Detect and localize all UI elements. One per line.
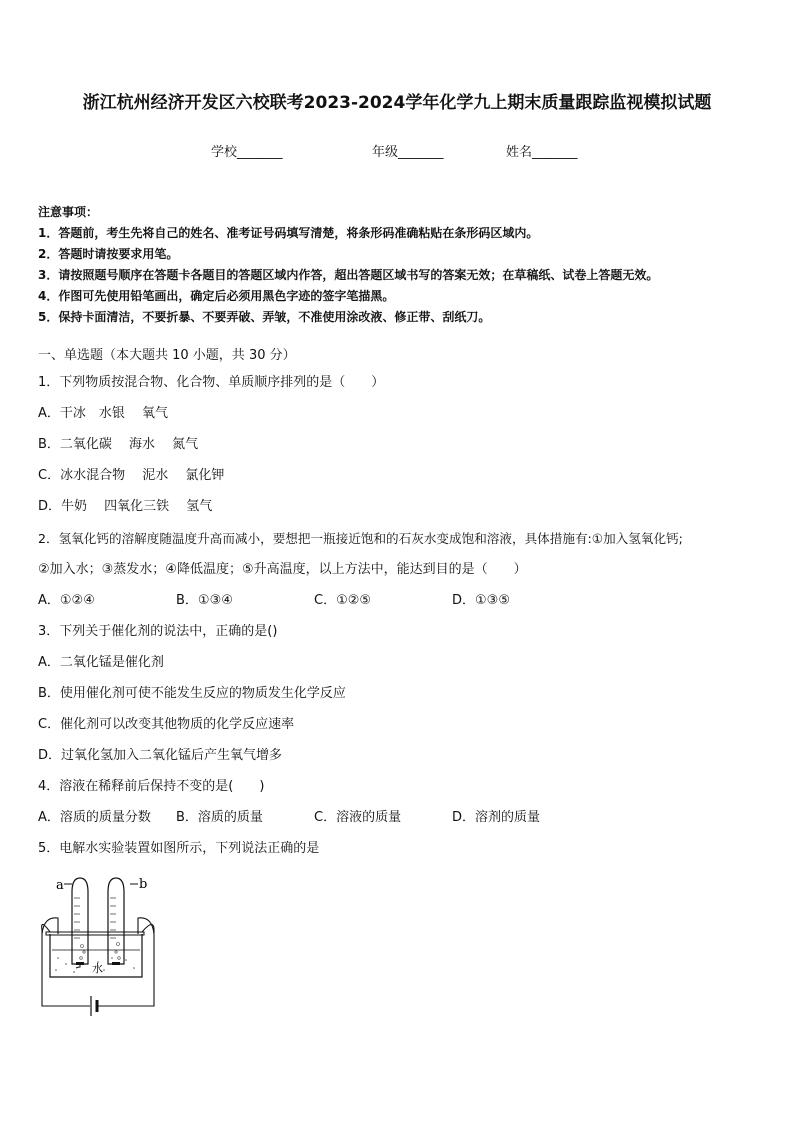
question-4-option-d: D．溶剂的质量 <box>452 810 541 825</box>
note-item: 5．保持卡面清洁，不要折暴、不要弄破、弄皱，不准使用涂改液、修正带、刮纸刀。 <box>38 310 491 324</box>
question-3-option-a: A．二氧化锰是催化剂 <box>38 655 164 670</box>
name-field: 姓名_______ <box>506 145 578 160</box>
question-1-option-b: B．二氧化碳 海水 氮气 <box>38 437 199 452</box>
label-a: a <box>56 878 64 893</box>
question-2-stem-cont: ②加入水；③蒸发水；④降低温度；⑤升高温度，以上方法中，能达到目的是（ ） <box>38 562 527 577</box>
beaker-rim <box>46 932 144 935</box>
electrode-b <box>112 962 120 965</box>
notes-section <box>38 202 768 328</box>
tube-a <box>72 878 88 964</box>
question-4-options <box>38 809 768 827</box>
question-5-stem: 5．电解水实验装置如图所示，下列说法正确的是 <box>38 841 320 856</box>
question-3-option-d: D．过氧化氢加入二氧化锰后产生氧气增多 <box>38 748 283 763</box>
question-2-option-a: A．①②④ <box>38 593 95 608</box>
question-1-stem: 1．下列物质按混合物、化合物、单质顺序排列的是（ ） <box>38 375 385 390</box>
note-item: 2．答题时请按要求用笔。 <box>38 247 179 261</box>
gas-bubbles <box>80 943 121 960</box>
note-item: 4．作图可先使用铅笔画出，确定后必须用黑色字迹的签字笔描黑。 <box>38 289 395 303</box>
notes-heading: 注意事项： <box>38 205 99 219</box>
label-b: b <box>139 877 148 892</box>
question-3-option-c: C．催化剂可以改变其他物质的化学反应速率 <box>38 717 295 732</box>
water-label: 水 <box>92 962 103 975</box>
question-2-options <box>38 592 768 610</box>
question-2-option-b: B．①③④ <box>176 593 233 608</box>
student-info-row <box>0 141 794 159</box>
section-heading: 一、单选题（本大题共 10 小题，共 30 分） <box>38 348 296 363</box>
note-item: 1．答题前，考生先将自己的姓名、准考证号码填写清楚，将条形码准确粘贴在条形码区域内。 <box>38 226 539 240</box>
electrolysis-diagram <box>38 872 168 1032</box>
page-title: 浙江杭州经济开发区六校联考2023-2024学年化学九上期末质量跟踪监视模拟试题 <box>82 93 712 113</box>
question-4-stem: 4．溶液在稀释前后保持不变的是( ) <box>38 779 265 794</box>
note-item: 3．请按照题号顺序在答题卡各题目的答题区域内作答，超出答题区域书写的答案无效；在草稿纸、试卷上答题无效。 <box>38 268 659 282</box>
question-4-option-b: B．溶质的质量 <box>176 810 263 825</box>
wire-left <box>42 924 90 1006</box>
question-4-option-a: A．溶质的质量分数 <box>38 810 151 825</box>
wire-right <box>98 924 154 1006</box>
question-2-stem: 2．氢氧化钙的溶解度随温度升高而减小，要想把一瓶接近饱和的石灰水变成饱和溶液，具体措施有:①加入氢氧化钙; <box>38 531 683 546</box>
question-1-option-c: C．冰水混合物 泥水 氯化钾 <box>38 468 225 483</box>
question-1-option-d: D．牛奶 四氧化三铁 氢气 <box>38 499 213 514</box>
question-4-option-c: C．溶液的质量 <box>314 810 402 825</box>
grade-field: 年级_______ <box>372 145 444 160</box>
question-1-option-a: A．干冰 水银 氧气 <box>38 406 169 421</box>
question-2-option-d: D．①③⑤ <box>452 593 510 608</box>
school-field: 学校_______ <box>211 145 283 160</box>
electrolysis-apparatus-figure <box>38 872 168 1032</box>
question-2-option-c: C．①②⑤ <box>314 593 372 608</box>
question-3-stem: 3．下列关于催化剂的说法中，正确的是() <box>38 624 278 639</box>
question-3-option-b: B．使用催化剂可使不能发生反应的物质发生化学反应 <box>38 686 346 701</box>
